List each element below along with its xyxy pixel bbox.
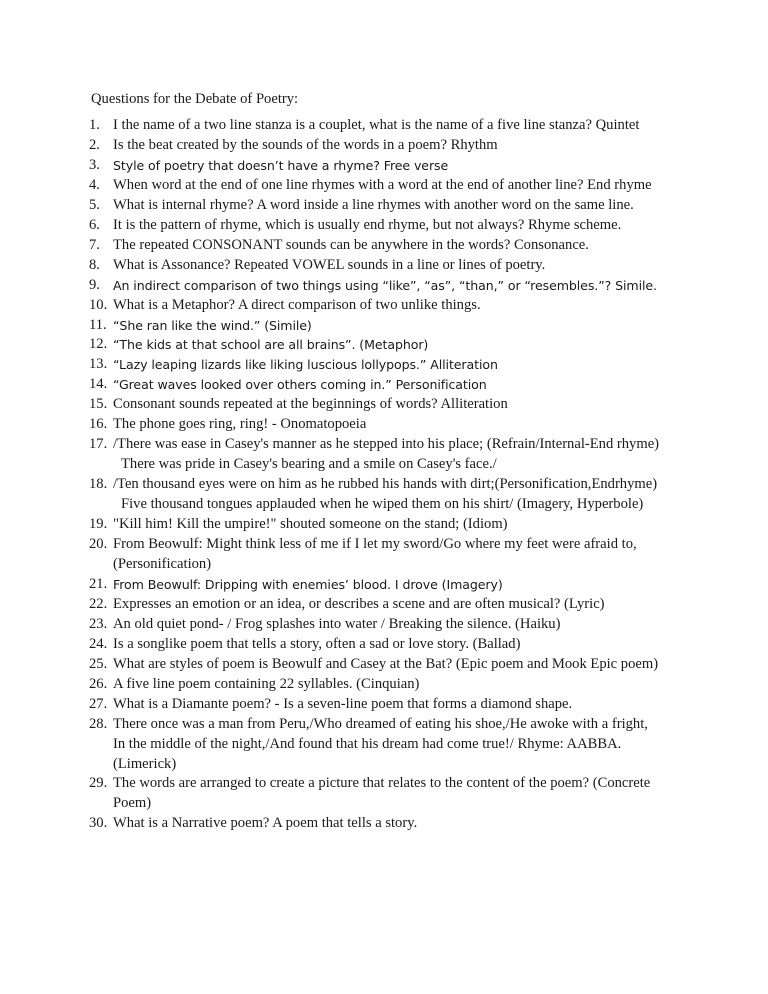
question-number: 27. xyxy=(89,695,108,712)
question-item xyxy=(0,276,733,296)
question-text-line: What are styles of poem is Beowulf and Casey at the Bat? (Epic poem and Mook Epic poem) xyxy=(113,655,659,672)
question-number: 9. xyxy=(89,276,100,293)
question-item xyxy=(0,176,733,196)
question-text-line: (Personification) xyxy=(113,555,212,572)
question-text-line: In the middle of the night,/And found that his dream had come true!/ Rhyme: AABBA. xyxy=(113,735,622,752)
question-text-line: An indirect comparison of two things using “like”, “as”, “than,” or “resembles.”? Simile. xyxy=(113,277,657,293)
question-text-line: From Beowulf: Might think less of me if I let my sword/Go where my feet were afraid to, xyxy=(113,536,637,553)
question-number: 24. xyxy=(89,635,108,652)
question-item xyxy=(0,216,733,236)
question-text-line: I the name of a two line stanza is a couplet, what is the name of a five line stanza? Quintet xyxy=(113,117,640,133)
question-item xyxy=(0,375,733,395)
question-number: 26. xyxy=(89,675,108,692)
question-text-line: Expresses an emotion or an idea, or describes a scene and are often musical? (Lyric) xyxy=(113,595,605,612)
question-text-line: The words are arranged to create a picture that relates to the content of the poem? (Concrete xyxy=(113,775,651,792)
question-text-line: When word at the end of one line rhymes with a word at the end of another line? End rhyme xyxy=(113,176,652,193)
question-number: 12. xyxy=(89,336,108,353)
question-item xyxy=(0,655,733,675)
question-number: 17. xyxy=(89,436,108,453)
question-number: 21. xyxy=(89,575,108,592)
question-text-line: What is internal rhyme? A word inside a line rhymes with another word on the same line. xyxy=(113,196,634,213)
question-text-line: Style of poetry that doesn’t have a rhyme? Free verse xyxy=(113,157,449,173)
question-item xyxy=(0,296,733,316)
question-number: 2. xyxy=(89,136,100,153)
question-number: 29. xyxy=(89,775,108,792)
question-item xyxy=(0,196,733,216)
question-item xyxy=(0,695,733,715)
question-number: 6. xyxy=(89,216,100,233)
question-item xyxy=(0,575,733,595)
question-item xyxy=(0,136,733,156)
question-text-line: There was pride in Casey's bearing and a smile on Casey's face./ xyxy=(121,456,497,473)
question-text-line: From Beowulf: Dripping with enemies’ blood. I drove (Imagery) xyxy=(113,576,503,592)
question-text-line: Consonant sounds repeated at the beginnings of words? Alliteration xyxy=(113,396,508,413)
question-number: 22. xyxy=(89,595,108,612)
question-number: 16. xyxy=(89,416,108,433)
question-item xyxy=(0,435,733,475)
question-text-line: “Great waves looked over others coming in.” Personification xyxy=(113,377,487,393)
question-item xyxy=(0,715,733,775)
question-item xyxy=(0,595,733,615)
question-list xyxy=(0,116,768,834)
question-number: 7. xyxy=(89,236,100,253)
question-number: 1. xyxy=(89,117,100,133)
question-text-line: The phone goes ring, ring! - Onomatopoeia xyxy=(113,416,367,433)
question-item xyxy=(0,316,733,336)
question-text-line: Five thousand tongues applauded when he wiped them on his shirt/ (Imagery, Hyperbole) xyxy=(121,496,644,513)
question-text-line: There once was a man from Peru,/Who dreamed of eating his shoe,/He awoke with a fright, xyxy=(113,715,648,732)
question-text-line: “The kids at that school are all brains”. (Metaphor) xyxy=(113,337,429,353)
question-text-line: (Limerick) xyxy=(113,755,177,772)
question-number: 11. xyxy=(89,316,107,333)
question-item xyxy=(0,116,733,136)
question-text-line: The repeated CONSONANT sounds can be anywhere in the words? Consonance. xyxy=(113,236,589,253)
question-item xyxy=(0,415,733,435)
question-text-line: What is a Narrative poem? A poem that tells a story. xyxy=(113,815,418,832)
question-item xyxy=(0,335,733,355)
question-text-line: "Kill him! Kill the umpire!" shouted someone on the stand; (Idiom) xyxy=(113,516,508,533)
question-number: 8. xyxy=(89,256,100,273)
question-number: 20. xyxy=(89,536,108,553)
question-text-line: What is a Diamante poem? - Is a seven-line poem that forms a diamond shape. xyxy=(113,695,573,712)
question-item xyxy=(0,774,733,814)
question-number: 18. xyxy=(89,476,108,493)
question-number: 30. xyxy=(89,815,108,832)
question-text-line: Is a songlike poem that tells a story, often a sad or love story. (Ballad) xyxy=(113,635,521,652)
question-text-line: It is the pattern of rhyme, which is usually end rhyme, but not always? Rhyme scheme. xyxy=(113,216,622,233)
question-number: 25. xyxy=(89,655,108,672)
document-title: Questions for the Debate of Poetry: xyxy=(91,91,299,107)
question-item xyxy=(0,535,733,575)
question-text-line: Is the beat created by the sounds of the words in a poem? Rhythm xyxy=(113,136,498,153)
question-number: 4. xyxy=(89,176,100,193)
question-item xyxy=(0,395,733,415)
question-text-line: /There was ease in Casey's manner as he stepped into his place; (Refrain/Internal-End rhyme) xyxy=(113,436,660,453)
question-text-line: What is a Metaphor? A direct comparison of two unlike things. xyxy=(113,296,481,313)
question-item xyxy=(0,635,733,655)
question-item xyxy=(0,156,733,176)
question-number: 15. xyxy=(89,396,108,413)
question-item xyxy=(0,515,733,535)
question-number: 3. xyxy=(89,156,100,173)
question-text-line: /Ten thousand eyes were on him as he rubbed his hands with dirt;(Personification,Endrhyme) xyxy=(113,476,658,493)
question-text-line: A five line poem containing 22 syllables. (Cinquian) xyxy=(113,675,420,692)
question-item xyxy=(0,355,733,375)
question-text-line: “Lazy leaping lizards like liking luscious lollypops.” Alliteration xyxy=(113,357,498,373)
question-item xyxy=(0,236,733,256)
question-number: 10. xyxy=(89,296,108,313)
question-text-line: “She ran like the wind.” (Simile) xyxy=(113,317,312,333)
question-number: 14. xyxy=(89,376,108,393)
question-text-line: An old quiet pond- / Frog splashes into water / Breaking the silence. (Haiku) xyxy=(113,615,561,632)
question-text-line: What is Assonance? Repeated VOWEL sounds in a line or lines of poetry. xyxy=(113,256,546,273)
question-number: 23. xyxy=(89,615,108,632)
question-number: 5. xyxy=(89,196,100,213)
question-text-line: Poem) xyxy=(113,795,152,812)
question-item xyxy=(0,475,733,515)
question-item xyxy=(0,615,733,635)
question-number: 28. xyxy=(89,715,108,732)
question-number: 19. xyxy=(89,516,108,533)
question-item xyxy=(0,256,733,276)
question-item xyxy=(0,814,733,834)
question-item xyxy=(0,675,733,695)
question-number: 13. xyxy=(89,356,108,373)
